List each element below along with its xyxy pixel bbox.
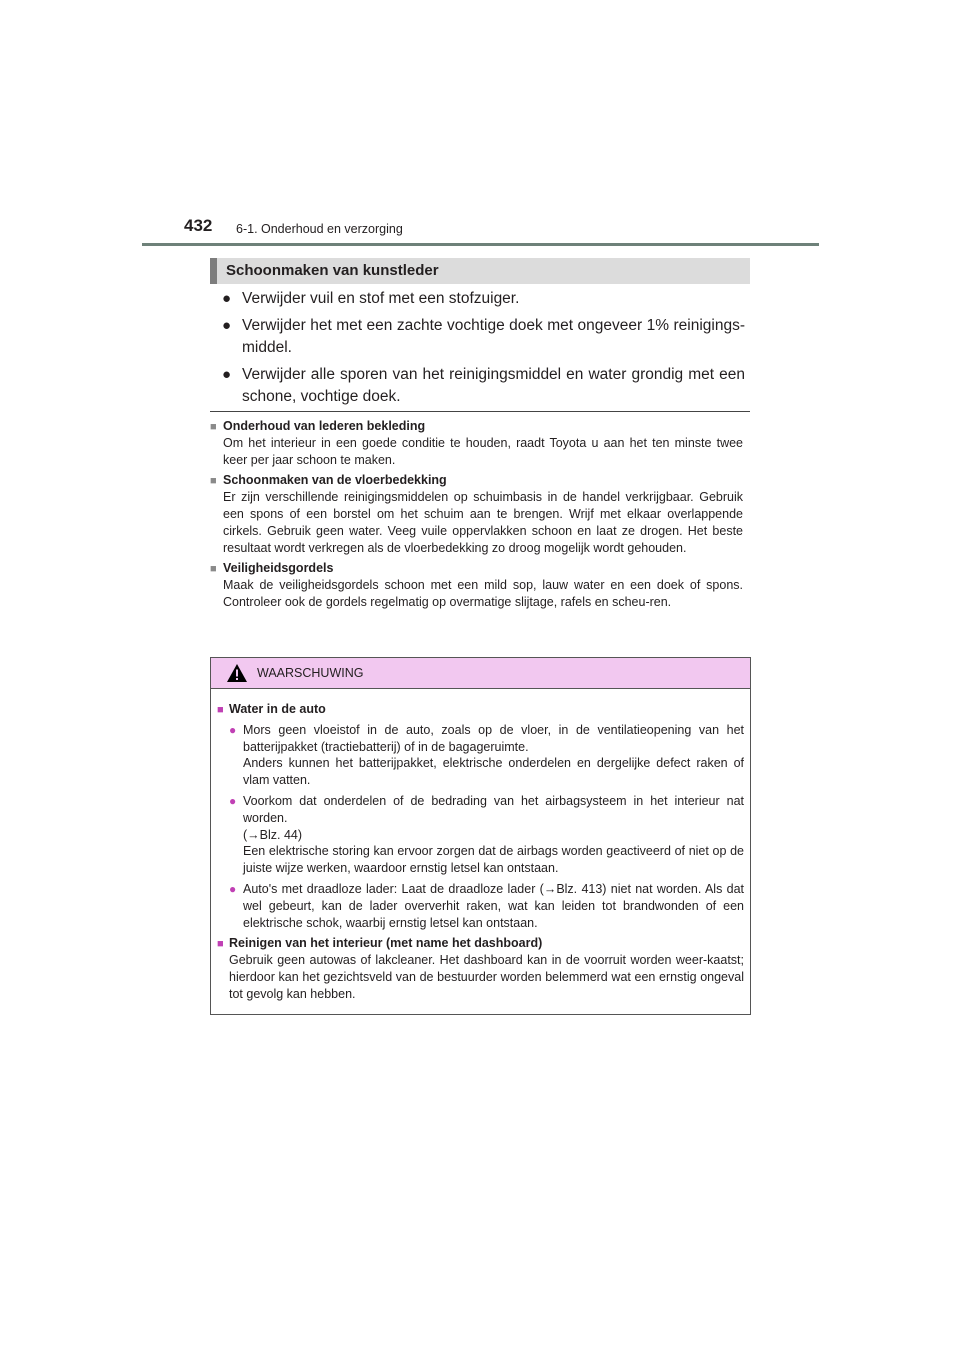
- note: [210, 560, 743, 610]
- warning-title: WAARSCHUWING: [257, 666, 364, 680]
- warning-item-line: Een elektrische storing kan ervoor zorgen dat de airbags worden geactiveerd of niet op de juiste wijze werken, waardoor ernstig letsel kan ontstaan.: [243, 844, 744, 876]
- warning-body: [211, 689, 750, 1003]
- section-title-bar: [210, 258, 750, 284]
- page-reference: (→Blz. 44): [243, 827, 303, 842]
- warning-item-line: Auto's met draadloze lader: Laat de draadloze lader (→Blz. 413) niet nat worden. Als dat wel gebeurt, kan de lader oververhit raken, wat kan leiden tot brandwonden of een elektrische schok, waarbij ernstig letsel kan ontstaan.: [243, 881, 744, 930]
- note-heading-text: Schoonmaken van de vloerbedekking: [223, 473, 447, 488]
- warning-section: [217, 935, 744, 1002]
- warning-heading-text: Water in de auto: [229, 702, 326, 716]
- divider: [210, 411, 750, 412]
- bullet-item: [222, 364, 745, 408]
- bullet-text: Verwijder vuil en stof met een stofzuiger.: [242, 290, 520, 307]
- square-bullet-icon: ■: [217, 938, 224, 951]
- warning-item: [217, 722, 744, 789]
- note: [210, 418, 743, 468]
- note-text: Er zijn verschillende reinigingsmiddelen op schuimbasis in de handel verkrijgbaar. Gebruik een spons of een borstel om het schuim aan te brengen. Wrijf met elkaar overlappende cirkels. Gebruik geen water. Veeg vuile oppervlakken schoon en laat ze drogen. Het beste resultaat wordt verkregen als de vloerbedekking zo droog mogelijk wordt gehouden.: [223, 490, 743, 555]
- warning-section-text: Gebruik geen autowas of lakcleaner. Het dashboard kan in de voorruit worden weer-kaatst; hierdoor kan het gezichtsveld van de bestuurder worden belemmerd wat een ernstig ongeval tot gevolg kan hebben.: [229, 953, 744, 1001]
- warning-item-line: Mors geen vloeistof in de auto, zoals op de vloer, in de ventilatieopening van het batterijpakket (tractiebatterij) of in de bagageruimte.: [243, 722, 744, 754]
- note-heading: [210, 472, 743, 489]
- note-heading-text: Onderhoud van lederen bekleding: [223, 419, 426, 433]
- warning-header: [211, 658, 750, 689]
- bullet-dot-icon: ●: [222, 290, 232, 307]
- bullet-item: [222, 288, 745, 310]
- warning-item: [217, 881, 744, 931]
- bullet-item: [222, 315, 745, 359]
- bullet-text: Verwijder alle sporen van het reinigingsmiddel en water grondig met een schone, vochtige doek.: [242, 366, 745, 405]
- square-bullet-icon: ■: [210, 421, 217, 433]
- note: [210, 472, 743, 556]
- page-number: 432: [184, 216, 213, 235]
- warning-section: [217, 701, 744, 931]
- bullet-dot-icon: ●: [229, 722, 237, 737]
- bullet-dot-icon: ●: [229, 793, 237, 808]
- notes-list: [210, 418, 743, 615]
- warning-item-line: Voorkom dat onderdelen of de bedrading van het airbagsysteem in het interieur nat worden.: [243, 793, 744, 825]
- note-heading: [210, 560, 743, 577]
- square-bullet-icon: ■: [210, 563, 217, 576]
- warning-item-line: Anders kunnen het batterijpakket, elektrische onderdelen en dergelijke defect raken of vlam vatten.: [243, 756, 744, 788]
- warning-heading-text: Reinigen van het interieur (met name het dashboard): [229, 936, 543, 951]
- bullet-dot-icon: ●: [229, 881, 237, 896]
- title-accent: [210, 258, 217, 284]
- bullet-dot-icon: ●: [222, 366, 232, 383]
- note-heading-text: Veiligheidsgordels: [223, 561, 334, 576]
- square-bullet-icon: ■: [217, 704, 224, 716]
- warning-item: [217, 793, 744, 877]
- warning-box: [210, 657, 751, 1015]
- note-text: Om het interieur in een goede conditie te houden, raadt Toyota u aan het ten minste twee keer per jaar schoon te maken.: [223, 435, 743, 467]
- square-bullet-icon: ■: [210, 475, 217, 488]
- warning-section-heading: [217, 701, 744, 718]
- bullet-list: [222, 288, 745, 413]
- section-label: 6-1. Onderhoud en verzorging: [236, 222, 403, 236]
- note-heading: [210, 418, 743, 435]
- bullet-dot-icon: ●: [222, 317, 232, 334]
- bullet-text: Verwijder het met een zachte vochtige doek met ongeveer 1% reinigings-middel.: [242, 317, 745, 356]
- note-text: Maak de veiligheidsgordels schoon met een mild sop, lauw water en een doek of spons. Controleer ook de gordels regelmatig op overmatige slijtage, rafels en scheu-ren.: [223, 578, 743, 609]
- warning-triangle-icon: [226, 663, 248, 683]
- warning-section-heading: [217, 935, 744, 952]
- section-title: Schoonmaken van kunstleder: [226, 262, 439, 279]
- header-rule: [142, 243, 819, 246]
